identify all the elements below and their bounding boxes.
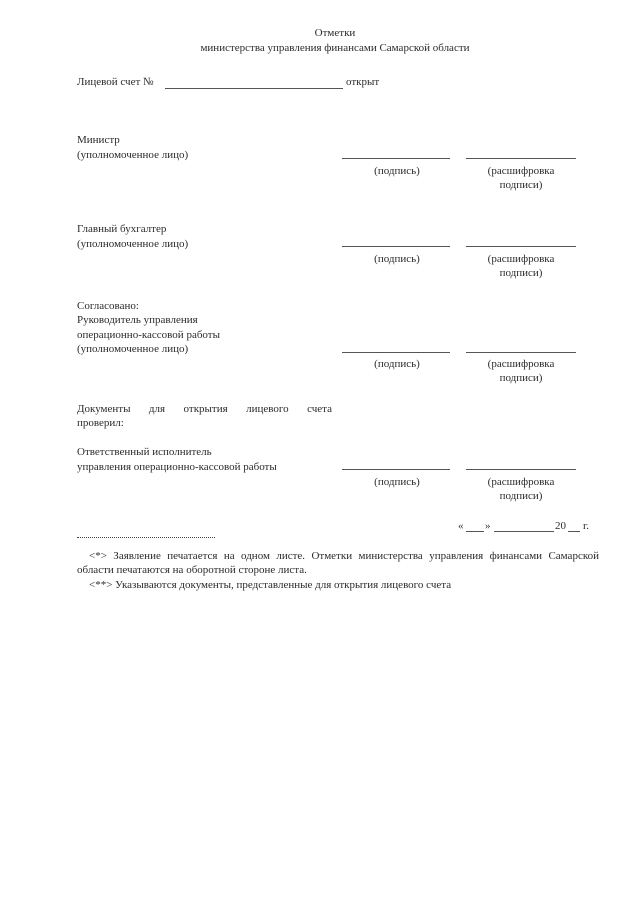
footnote-separator: [77, 537, 215, 538]
date-month-field: [494, 531, 554, 532]
minister-decoding-caption-1: (расшифровка: [487, 165, 555, 177]
approved-signature-caption: (подпись): [374, 358, 420, 370]
approved-decoding-line: [466, 352, 576, 353]
executor-signature-caption: (подпись): [374, 476, 420, 488]
minister-signature-line: [342, 158, 450, 159]
documents-checked-line2: проверил:: [77, 417, 124, 429]
executor-department: управления операционно-кассовой работы: [77, 461, 277, 473]
date-year-prefix: 20: [555, 520, 566, 532]
minister-decoding-caption-2: подписи): [499, 179, 543, 191]
executor-decoding-line: [466, 469, 576, 470]
date-year-field: [568, 531, 580, 532]
documents-checked-line1: Документы для открытия лицевого счета: [77, 403, 332, 415]
date-year-suffix: г.: [583, 520, 590, 532]
date-close-quote: »: [485, 520, 491, 532]
minister-subtitle: (уполномоченное лицо): [77, 149, 189, 161]
document-subtitle: министерства управления финансами Самарской области: [200, 42, 470, 54]
accountant-signature-caption: (подпись): [374, 253, 420, 265]
account-opened-label: открыт: [346, 76, 380, 88]
accountant-signature-line: [342, 246, 450, 247]
executor-decoding-caption-2: подписи): [499, 490, 543, 502]
date-day-field: [466, 531, 484, 532]
approved-decoding-caption-1: (расшифровка: [487, 358, 555, 370]
minister-decoding-line: [466, 158, 576, 159]
document-title: Отметки: [314, 27, 356, 39]
accountant-subtitle: (уполномоченное лицо): [77, 238, 189, 250]
approved-subtitle: (уполномоченное лицо): [77, 343, 189, 355]
footnote-1: <*> Заявление печатается на одном листе. Отметки министерства управления финансами Самарской области печатаются на оборотной стороне листа.: [77, 550, 599, 576]
minister-title: Министр: [77, 134, 120, 146]
approved-head-title: Руководитель управления: [77, 314, 198, 326]
date-open-quote: «: [458, 520, 464, 532]
executor-decoding-caption-1: (расшифровка: [487, 476, 555, 488]
executor-title: Ответственный исполнитель: [77, 446, 212, 458]
account-number-field: [165, 88, 343, 89]
account-label: Лицевой счет №: [77, 76, 154, 88]
executor-signature-line: [342, 469, 450, 470]
minister-signature-caption: (подпись): [374, 165, 420, 177]
accountant-decoding-caption-1: (расшифровка: [487, 253, 555, 265]
approved-department: операционно-кассовой работы: [77, 329, 220, 341]
accountant-title: Главный бухгалтер: [77, 223, 167, 235]
approved-decoding-caption-2: подписи): [499, 372, 543, 384]
footnote-2: <**> Указываются документы, представленные для открытия лицевого счета: [89, 579, 452, 591]
approved-label: Согласовано:: [77, 300, 139, 312]
approved-signature-line: [342, 352, 450, 353]
accountant-decoding-caption-2: подписи): [499, 267, 543, 279]
accountant-decoding-line: [466, 246, 576, 247]
